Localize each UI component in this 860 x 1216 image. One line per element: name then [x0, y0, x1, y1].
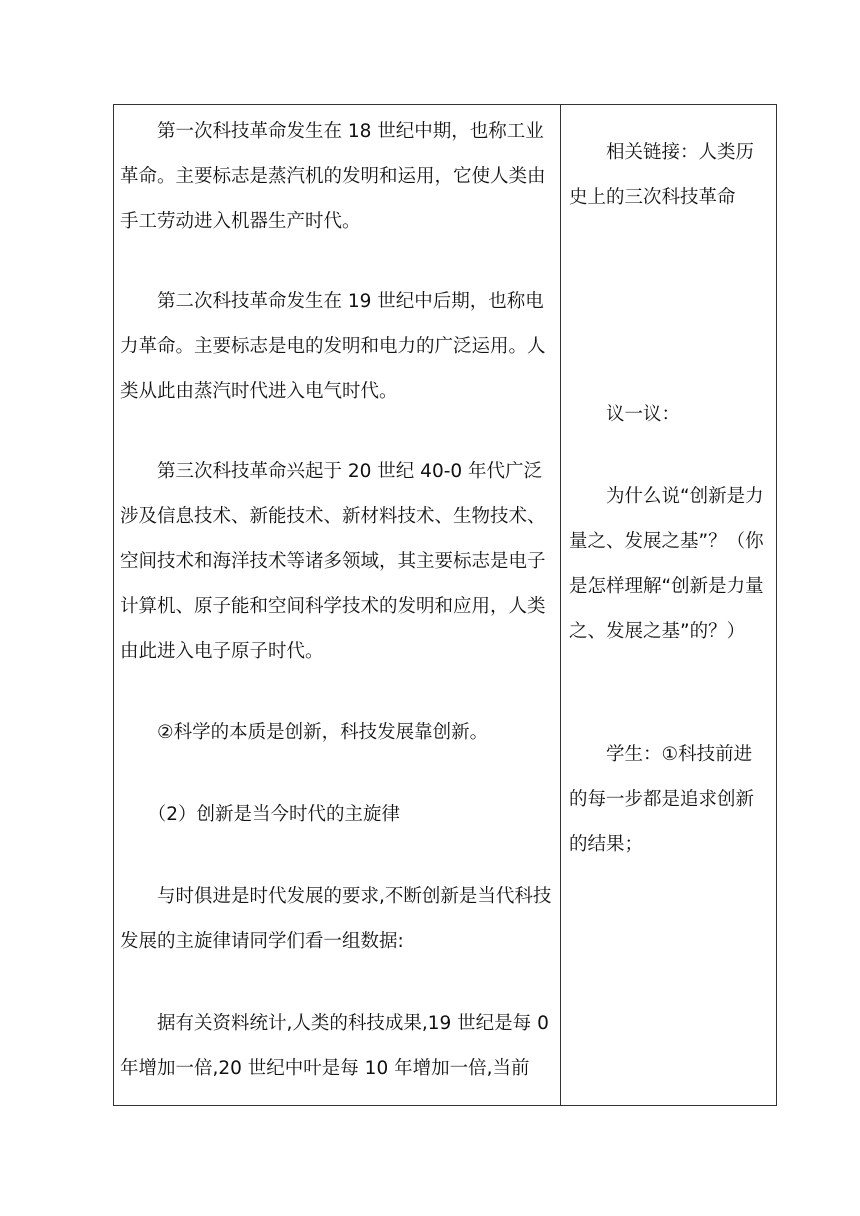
paragraph-first-revolution: 第一次科技革命发生在 18 世纪中期，也称工业革命。主要标志是蒸汽机的发明和运用，它使人类由手工劳动进入机器生产时代。 — [120, 121, 546, 232]
paragraph-keep-pace: 与时俱进是时代发展的要求,不断创新是当代科技发展的主旋律请同学们看一组数据: — [120, 886, 552, 952]
student-answer: 学生：①科技前进的每一步都是追求创新的结果； — [569, 744, 755, 855]
paragraph-statistics: 据有关资料统计,人类的科技成果,19 世纪是每 0 年增加一倍,20 世纪中叶是每 10 年增加一倍,当前 — [120, 1013, 555, 1079]
paragraph-second-revolution: 第二次科技革命发生在 19 世纪中后期，也称电力革命。主要标志是电的发明和电力的广泛运用。人类从此由蒸汽时代进入电气时代。 — [120, 291, 546, 402]
related-link-note: 相关链接：人类历史上的三次科技革命 — [569, 142, 755, 208]
discuss-heading: 议一议： — [569, 404, 681, 425]
paragraph-science-essence: ②科学的本质是创新，科技发展靠创新。 — [120, 722, 489, 743]
discussion-question: 为什么说“创新是力量之、发展之基”？（你是怎样理解“创新是力量之、发展之基”的？） — [569, 486, 764, 642]
paragraph-section-heading: （2）创新是当今时代的主旋律 — [120, 804, 401, 825]
content-table — [113, 104, 777, 1106]
paragraph-third-revolution: 第三次科技革命兴起于 20 世纪 40-0 年代广泛涉及信息技术、新能技术、新材料技术、生物技术、空间技术和海洋技术等诸多领域，其主要标志是电子计算机、原子能和空间科学技术的发明和应用，人类由此进入电子原子时代。 — [120, 461, 546, 662]
column-divider — [560, 105, 561, 1105]
